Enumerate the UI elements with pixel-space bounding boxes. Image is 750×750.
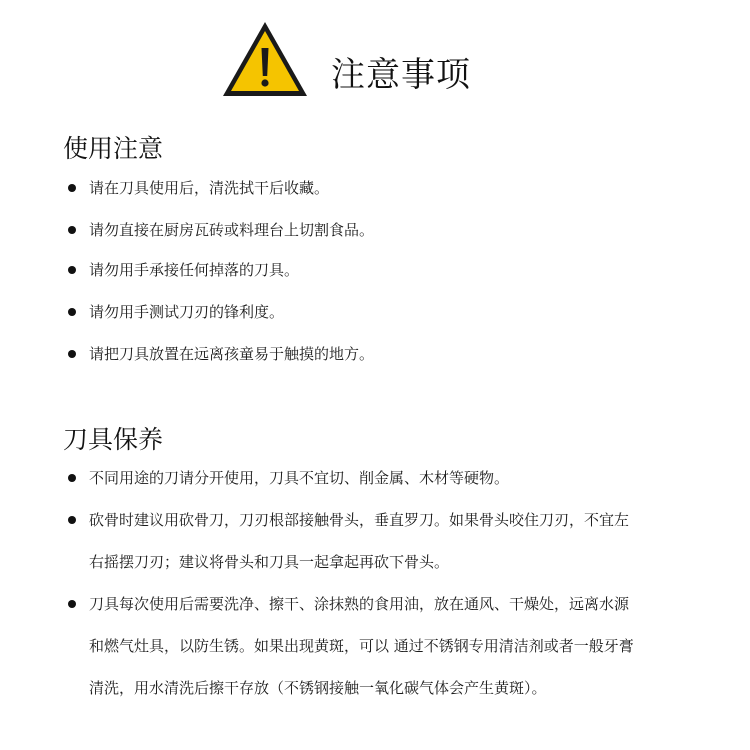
list-item-text: 砍骨时建议用砍骨刀，刀刃根部接触骨头，垂直罗刀。如果骨头咬住刀刃，不宜左 xyxy=(89,511,630,529)
section-title-maintenance: 刀具保养 xyxy=(63,425,164,454)
list-item-text: 请勿直接在厨房瓦砖或料理台上切割食品。 xyxy=(89,221,375,239)
list-item-text: 请勿用手承接任何掉落的刀具。 xyxy=(89,261,300,279)
warning-triangle-icon xyxy=(221,20,309,98)
list-item-text: 不同用途的刀请分开使用，刀具不宜切、削金属、木材等硬物。 xyxy=(89,469,510,487)
section-title-usage: 使用注意 xyxy=(63,134,164,163)
list-item-text: 请把刀具放置在远离孩童易于触摸的地方。 xyxy=(89,345,375,363)
bullet-dot-icon xyxy=(68,516,76,524)
bullet-dot-icon xyxy=(68,350,76,358)
bullet-dot-icon xyxy=(68,226,76,234)
list-item-text: 请勿用手测试刀刃的锋利度。 xyxy=(89,303,285,321)
bullet-dot-icon xyxy=(68,308,76,316)
list-item-text: 清洗，用水清洗后擦干存放（不锈钢接触一氧化碳气体会产生黄斑）。 xyxy=(89,679,547,697)
bullet-dot-icon xyxy=(68,184,76,192)
bullet-dot-icon xyxy=(68,600,76,608)
list-item-text: 右摇摆刀刃；建议将骨头和刀具一起拿起再砍下骨头。 xyxy=(89,553,450,571)
bullet-dot-icon xyxy=(68,474,76,482)
header xyxy=(0,0,750,110)
list-item-text: 请在刀具使用后，清洗拭干后收藏。 xyxy=(89,179,330,197)
page-title: 注意事项 xyxy=(331,55,471,95)
list-item-text: 刀具每次使用后需要洗净、擦干、涂抹熟的食用油，放在通风、干燥处，远离水源 xyxy=(89,595,630,613)
list-item-text: 和燃气灶具，以防生锈。如果出现黄斑，可以 通过不锈钢专用清洁剂或者一般牙膏 xyxy=(89,637,634,655)
bullet-dot-icon xyxy=(68,266,76,274)
